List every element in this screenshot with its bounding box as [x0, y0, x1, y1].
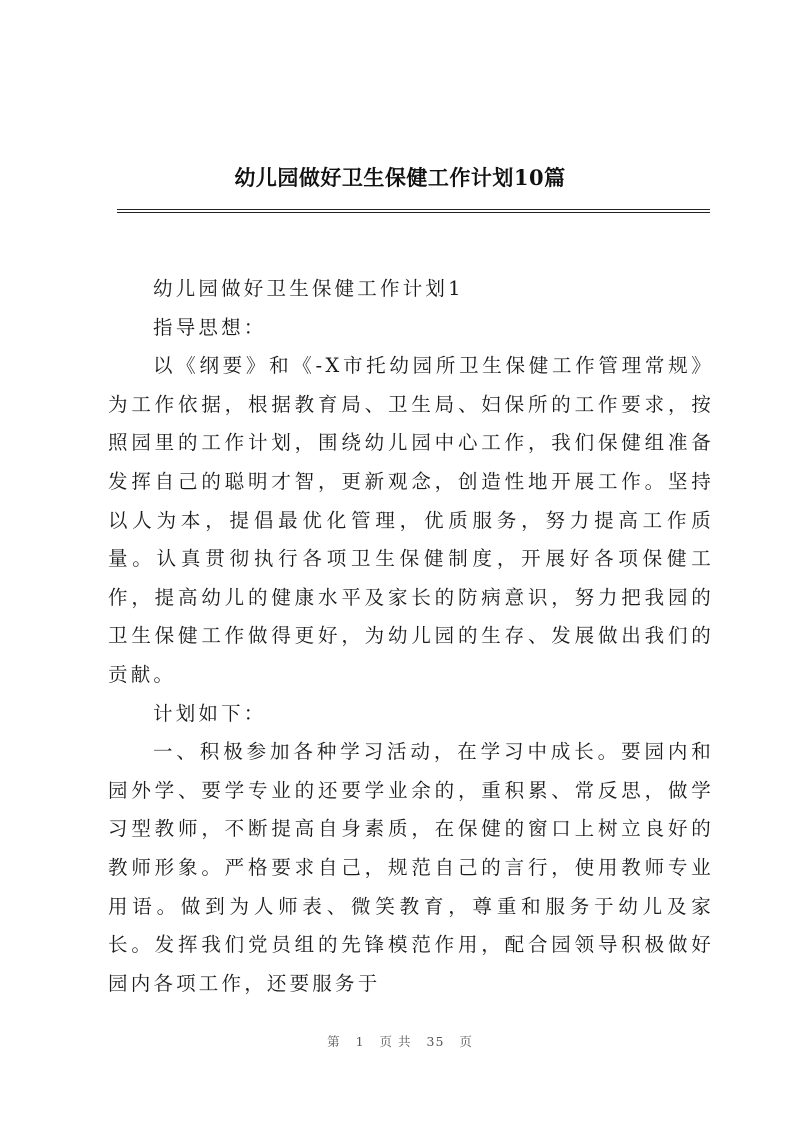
section-heading: 幼儿园做好卫生保健工作计划1 — [153, 277, 464, 300]
plan-label: 计划如下： — [153, 701, 267, 725]
footer-current-page: 1 — [355, 1034, 365, 1049]
footer-middle: 页 共 — [379, 1034, 412, 1049]
guiding-paragraph: 以《纲要》和《-X市托幼园所卫生保健工作管理常规》为工作依据，根据教育局、卫生局、妇保所的工作要求，按照园里的工作计划，围绕幼儿园中心工作，我们保健组准备发挥自己的聪明才智，更新观念，创造性地开展工作。坚持以人为本，提倡最优化管理，优质服务，努力提高工作质量。认真贯彻执行各项卫生保健制度，开展好各项保健工作，提高幼儿的健康水平及家长的防病意识，努力把我园的卫生保健工作做得更好，为幼儿园的生存、发展做出我们的贡献。 — [108, 354, 714, 686]
title-divider — [117, 209, 710, 213]
footer-total-pages: 35 — [426, 1034, 445, 1049]
guiding-label: 指导思想： — [153, 315, 267, 339]
page-footer — [0, 1032, 800, 1050]
footer-suffix: 页 — [459, 1034, 473, 1049]
document-title: 幼儿园做好卫生保健工作计划10篇 — [234, 165, 566, 190]
item-one-paragraph: 一、积极参加各种学习活动，在学习中成长。要园内和园外学、要学专业的还要学业余的，重积累、常反思，做学习型教师，不断提高自身素质，在保健的窗口上树立良好的教师形象。严格要求自己，规范自己的言行，使用教师专业用语。做到为人师表、微笑教育，尊重和服务于幼儿及家长。发挥我们党员组的先锋模范作用，配合园领导积极做好园内各项工作，还要服务于 — [108, 740, 714, 995]
document-body — [108, 270, 714, 1003]
footer-prefix: 第 — [327, 1034, 341, 1049]
